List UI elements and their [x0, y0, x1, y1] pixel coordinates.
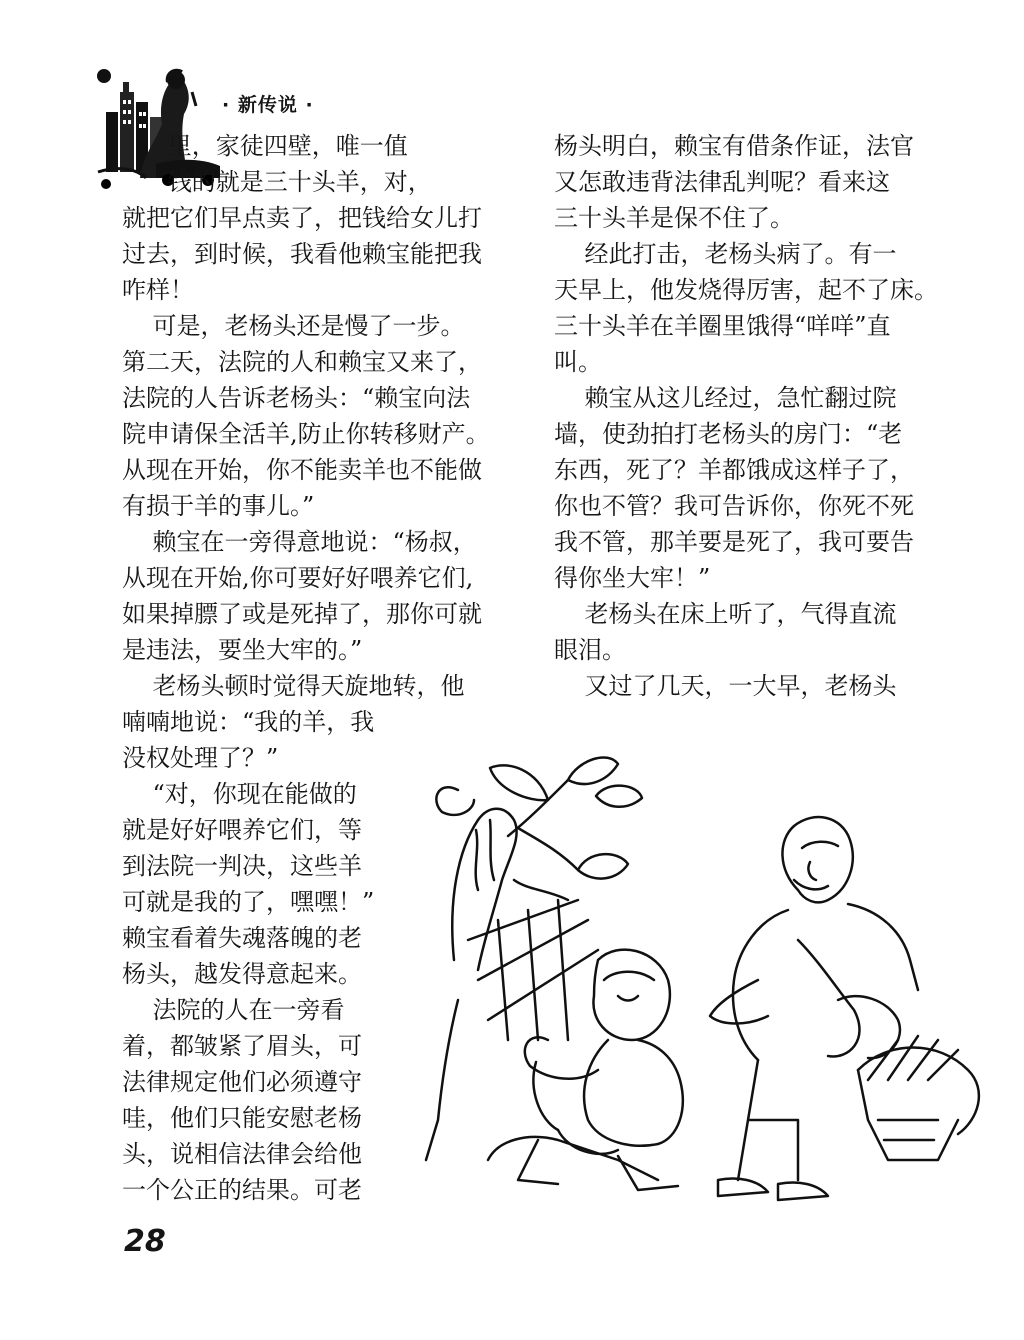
left-paragraph-4: 老杨头顿时觉得天旋地转，他 喃喃地说：“我的羊，我 没权处理了？” [122, 672, 465, 772]
illustration-old-man-and-laibao-icon [418, 740, 998, 1260]
page-number: 28 [124, 1224, 166, 1259]
right-paragraph-3: 赖宝从这儿经过，急忙翻过院 墙，使劲拍打老杨头的房门：“老 东西，死了？羊都饿成这样子了， 你也不管？我可告诉你，你死不死 我不管，那羊要是死了，我可要告 得你坐大牢！” [554, 384, 914, 592]
left-paragraph-2: 可是，老杨头还是慢了一步。 第二天，法院的人和赖宝又来了， 法院的人告诉老杨头：“赖宝向法 院申请保全活羊,防止你转移财产。 从现在开始，你不能卖羊也不能做 有损于羊的事儿。” [122, 312, 490, 520]
left-paragraph-1: 里，家徒四壁，唯一值 钱的就是三十头羊，对， 就把它们早点卖了，把钱给女儿打 过去，到时候，我看他赖宝能把我 咋样！ [122, 132, 482, 304]
left-paragraph-6: 法院的人在一旁看 着，都皱紧了眉头，可 法律规定他们必须遵守 哇，他们只能安慰老杨 头，说相信法律会给他 一个公正的结果。可老 [122, 996, 362, 1204]
left-paragraph-5: “对，你现在能做的 就是好好喂养它们，等 到法院一判决，这些羊 可就是我的了，嘿嘿！” 赖宝看着失魂落魄的老 杨头，越发得意起来。 [122, 780, 375, 988]
section-title: · 新传说 · [222, 94, 314, 116]
right-paragraph-4: 老杨头在床上听了，气得直流 眼泪。 [554, 600, 897, 664]
left-paragraph-3: 赖宝在一旁得意地说：“杨叔， 从现在开始,你可要好好喂养它们, 如果掉膘了或是死掉了，那你可就 是违法，要坐大牢的。” [122, 528, 482, 664]
right-paragraph-5: 又过了几天，一大早，老杨头 [554, 672, 897, 700]
right-paragraph-2: 经此打击，老杨头病了。有一 天早上，他发烧得厉害，起不了床。 三十头羊在羊圈里饿得“咩咩”直 叫。 [554, 240, 938, 376]
right-paragraph-1: 杨头明白，赖宝有借条作证，法官 又怎敢违背法律乱判呢？看来这 三十头羊是保不住了。 [554, 132, 914, 232]
